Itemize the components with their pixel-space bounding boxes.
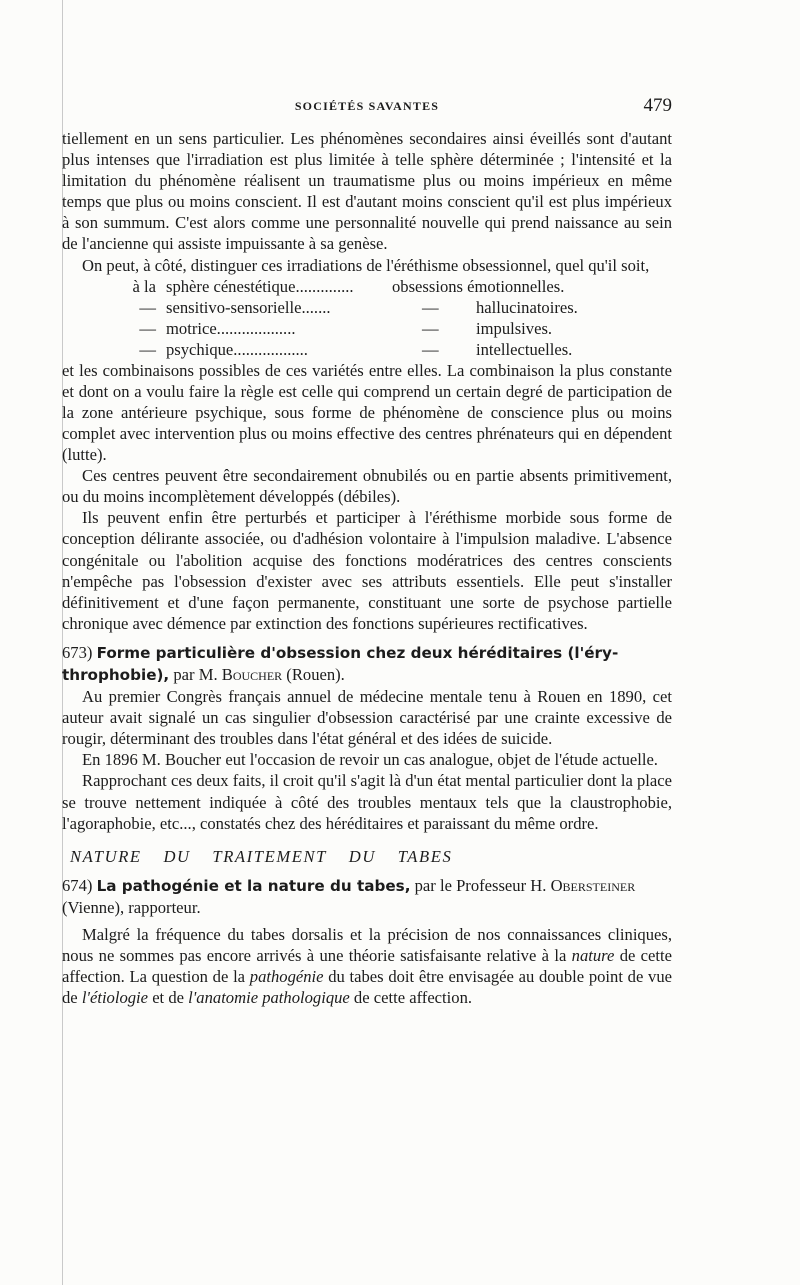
text-run: et de: [148, 988, 189, 1008]
row-prefix: —: [139, 297, 156, 317]
sphere-name: psychique..................: [166, 339, 308, 359]
row-prefix: —: [139, 339, 156, 359]
paragraph: Au premier Congrès français annuel de médecine mentale tenu à Rouen en 1890, cet auteur avait signalé un cas singulier d'obsession caractérisé par une crainte excessive de rougir, déterminant des troubles dans l'état général et des idées de suicide.: [62, 687, 672, 749]
row-dash: —: [422, 339, 439, 359]
paragraph: En 1896 M. Boucher eut l'occasion de revoir un cas analogue, objet de l'étude actuelle.: [82, 750, 658, 770]
obsession-type: impulsives.: [476, 318, 553, 338]
paragraph: [62, 924, 672, 1008]
text-run: du tabes doit être envisagée au double point de vue de: [62, 967, 672, 1008]
paragraph: Ces centres peuvent être secondairement obnubilés ou en partie absents primitivement, ou du moins incomplètement développés (débiles).: [62, 466, 672, 507]
entry-author: Obersteiner: [550, 875, 636, 895]
entry-by: par le Professeur H.: [410, 875, 551, 895]
entry-number: 673): [62, 642, 93, 662]
entry-place: (Rouen).: [282, 664, 345, 684]
spacer: [62, 634, 672, 642]
paragraph: et les combinaisons possibles de ces variétés entre elles. La combinaison la plus constante et dont on a voulu faire la règle est celle qui comprend un certain degré de participation de la zone antérieure psychique, sous forme de phénomène de conscience plus ou moins complet avec intervention plus ou moins effective des centres phrénateurs qui en dépendent (lutte).: [62, 360, 672, 465]
row-prefix: —: [139, 318, 156, 338]
row-prefix: à la: [132, 276, 156, 296]
entry-title: Forme particulière d'obsession chez deux héréditaires (l'éry-: [96, 643, 619, 662]
entry-by: par M.: [169, 664, 222, 684]
entry-title-cont: throphobie),: [62, 665, 170, 684]
paragraph: Ils peuvent enfin être perturbés et participer à l'éréthisme morbide sous forme de conception délirante associée, ou d'adhésion volontaire à l'impulsion maladive. L'absence congénitale ou l'abolition acquise des fonctions modératrices des centres conscients n'empêche pas l'obsession d'exister avec ses attributs essentiels. Elle peut s'installer définitivement et d'une façon permanente, constituant une sorte de psychose partielle chronique avec démence par extinction des fonctions supérieures rectificatives.: [62, 508, 672, 633]
entry-number: 674): [62, 875, 93, 895]
body-text: [62, 128, 672, 1008]
entry-author: Boucher: [221, 664, 283, 684]
sphere-name: sphère cénestétique..............: [166, 276, 354, 296]
section-title-word: TABES: [397, 846, 453, 866]
table-row: [62, 297, 672, 318]
sphere-name: motrice...................: [166, 318, 296, 338]
paragraph: On peut, à côté, distinguer ces irradiations de l'éréthisme obsessionnel, quel qu'il soit,: [82, 255, 650, 275]
table-row: [62, 318, 672, 339]
entry-674-heading: [62, 875, 672, 897]
section-title: [62, 846, 672, 867]
italic-term: l'anatomie pathologique: [188, 988, 350, 1008]
table-row: [62, 276, 672, 297]
running-title: SOCIÉTÉS SAVANTES: [294, 99, 440, 113]
text-run: de cette affection.: [349, 988, 473, 1008]
paragraph: tiellement en un sens particulier. Les phénomènes secondaires ainsi éveillés sont d'autant plus intenses que l'irradiation est plus limitée à telle sphère déterminée ; l'intensité et la limitation du phénomène réalisent un traumatisme plus ou moins impérieux en même temps que plus ou moins conscient. Il est d'autant moins conscient qu'il est plus impérieux à son summum. C'est alors comme une personnalité nouvelle qui prend naissance au sein de l'ancienne qui assiste impuissante à sa genèse.: [62, 129, 672, 254]
page-number: 479: [643, 95, 672, 116]
entry-place: (Vienne), rapporteur.: [62, 897, 201, 917]
obsession-type: obsessions émotionnelles.: [392, 276, 565, 296]
entry-title: La pathogénie et la nature du tabes,: [96, 876, 411, 895]
sphere-name: sensitivo-sensorielle.......: [166, 297, 331, 317]
italic-term: nature: [571, 946, 615, 966]
section-title-word: DU: [163, 846, 191, 866]
entry-673-heading: [62, 642, 672, 664]
row-dash: —: [422, 318, 439, 338]
row-dash: —: [422, 297, 439, 317]
text-run: de cette affection. La question de la: [62, 946, 672, 987]
section-title-word: NATURE: [70, 846, 142, 866]
irradiation-table: [62, 276, 672, 360]
italic-term: l'étiologie: [81, 988, 149, 1008]
section-title-word: DU: [348, 846, 376, 866]
obsession-type: intellectuelles.: [476, 339, 573, 359]
entry-673-heading-cont: [62, 664, 672, 686]
entry-674-heading-cont: [62, 897, 672, 918]
section-title-word: TRAITEMENT: [212, 846, 328, 866]
page-header: [62, 95, 672, 119]
text-run: Malgré la fréquence du tabes dorsalis et la précision de nos connaissances cliniques, nous ne sommes pas encore arrivés à une théorie satisfaisante relative à la: [62, 925, 672, 966]
paragraph: Rapprochant ces deux faits, il croit qu'il s'agit là d'un état mental particulier dont la place se trouve nettement indiquée à côté des troubles mentaux tels que la claustrophobie, l'agoraphobie, etc..., constatés chez des héréditaires et paraissant du même ordre.: [62, 771, 672, 833]
obsession-type: hallucinatoires.: [476, 297, 578, 317]
table-row: [62, 339, 672, 360]
italic-term: pathogénie: [249, 967, 324, 987]
